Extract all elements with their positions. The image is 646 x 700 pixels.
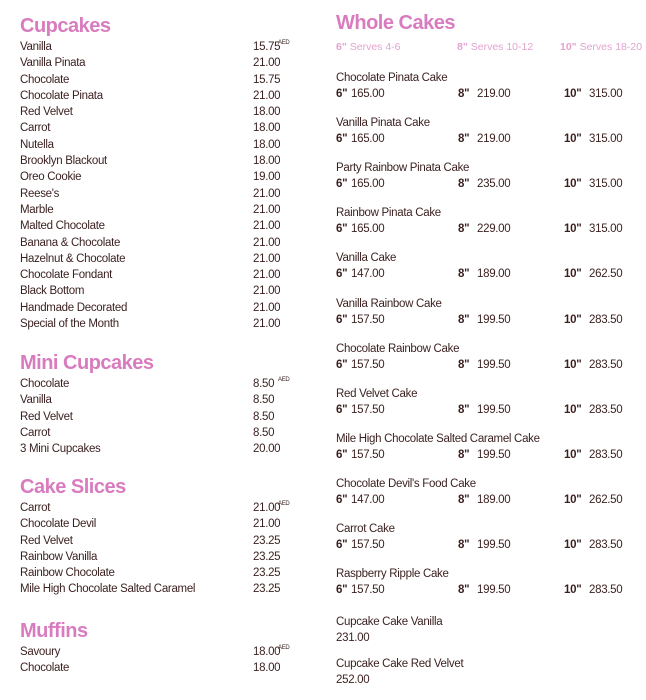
price-6: 157.50 xyxy=(351,539,385,551)
size-10-label: 10" xyxy=(564,403,582,416)
price-10: 315.00 xyxy=(589,178,623,191)
cake-item xyxy=(336,614,636,646)
cake-item xyxy=(336,341,636,373)
muffins-list xyxy=(20,644,290,677)
menu-item xyxy=(20,283,290,299)
section-title-whole-cakes: Whole Cakes xyxy=(336,12,455,34)
menu-item xyxy=(20,104,290,120)
cake-name: Vanilla Cake xyxy=(336,252,397,265)
cake-name: Vanilla Rainbow Cake xyxy=(336,297,442,310)
price-10: 262.50 xyxy=(589,493,623,506)
menu-item xyxy=(20,72,290,88)
item-name: Chocolate xyxy=(20,378,70,390)
item-name: Red Velvet xyxy=(20,534,73,547)
item-name: Malted Chocolate xyxy=(20,220,105,233)
cake-item xyxy=(336,115,636,147)
price-8: 199.50 xyxy=(477,539,511,551)
item-name: 3 Mini Cupcakes xyxy=(20,443,101,456)
item-price: 18.00 xyxy=(253,122,281,135)
size-6-label: 6" xyxy=(336,584,348,597)
price-10: 283.50 xyxy=(589,358,623,371)
menu-item xyxy=(20,409,290,425)
item-price: 23.25 xyxy=(253,534,281,547)
price-10: 283.50 xyxy=(589,313,623,326)
price-6: 147.00 xyxy=(351,493,385,506)
price-10: 315.00 xyxy=(589,223,623,236)
cake-name: Rainbow Pinata Cake xyxy=(336,207,441,220)
size-6-label: 6" xyxy=(336,448,348,461)
menu-item xyxy=(20,300,290,316)
item-price: 19.00 xyxy=(253,171,281,184)
cake-name: Cupcake Cake Vanilla xyxy=(336,616,443,628)
section-title-cake-slices: Cake Slices xyxy=(20,476,126,498)
price-8: 199.50 xyxy=(477,584,511,597)
cake-prices xyxy=(336,447,636,463)
price-6: 165.00 xyxy=(351,223,385,236)
cupcakes-section xyxy=(20,14,290,332)
size-header-6: 6" Serves 4-6 xyxy=(336,41,401,53)
section-title-cupcakes: Cupcakes xyxy=(20,15,111,37)
item-price: 18.00 xyxy=(253,662,281,675)
item-name: Chocolate xyxy=(20,662,70,675)
size-8-label: 8" xyxy=(458,358,470,371)
size-6-label: 6" xyxy=(336,313,348,326)
item-price: 8.50 xyxy=(253,426,275,439)
cake-name: Vanilla Pinata Cake xyxy=(336,117,430,130)
item-name: Black Bottom xyxy=(20,285,85,298)
cake-name: Chocolate Pinata Cake xyxy=(336,72,448,84)
size-10-label: 10" xyxy=(564,223,582,236)
cake-prices xyxy=(336,176,636,192)
currency-note: AED xyxy=(278,501,290,507)
item-price: 23.25 xyxy=(253,567,281,580)
cake-slices-list xyxy=(20,500,290,598)
menu-item xyxy=(20,644,290,660)
item-price: 21.00 xyxy=(253,89,281,102)
item-name: Vanilla Pinata xyxy=(20,57,86,70)
item-price: 21.00 xyxy=(253,187,281,200)
cake-item xyxy=(336,521,636,553)
item-price: 15.75 xyxy=(253,73,281,86)
cake-prices xyxy=(336,537,636,553)
price-6: 157.50 xyxy=(351,403,385,416)
size-6-label: 6" xyxy=(336,493,348,506)
size-8-label: 8" xyxy=(458,584,470,597)
menu-item xyxy=(20,251,290,267)
size-10-label: 10" xyxy=(564,178,582,191)
item-name: Chocolate Devil xyxy=(20,518,97,531)
size-6-label: 6" xyxy=(336,88,348,100)
cake-price: 252.00 xyxy=(336,674,370,686)
size-8-label: 8" xyxy=(458,178,470,191)
item-price: 21.00 xyxy=(253,502,281,514)
item-price: 21.00 xyxy=(253,203,281,216)
size-8-label: 8" xyxy=(458,403,470,416)
size-10-label: 10" xyxy=(564,133,582,146)
size-10-label: 10" xyxy=(564,88,582,100)
size-10-label: 10" xyxy=(564,584,582,597)
item-price: 15.75 xyxy=(253,41,281,53)
cake-price: 231.00 xyxy=(336,632,370,644)
item-name: Chocolate xyxy=(20,73,70,86)
price-6: 165.00 xyxy=(351,178,385,191)
section-title-muffins: Muffins xyxy=(20,620,88,642)
menu-item xyxy=(20,516,290,532)
item-name: Marble xyxy=(20,203,54,216)
item-price: 18.00 xyxy=(253,646,281,658)
cake-prices xyxy=(336,266,636,282)
item-price: 21.00 xyxy=(253,220,281,233)
item-price: 8.50 xyxy=(253,394,275,407)
menu-item xyxy=(20,137,290,153)
cake-name: Cupcake Cake Red Velvet xyxy=(336,658,464,670)
item-price: 21.00 xyxy=(253,285,281,298)
cake-prices xyxy=(336,312,636,328)
menu-item xyxy=(20,500,290,516)
cake-name: Carrot Cake xyxy=(336,523,395,535)
cake-item xyxy=(336,205,636,237)
currency-note: AED xyxy=(278,645,290,651)
price-10: 262.50 xyxy=(589,268,623,281)
item-name: Carrot xyxy=(20,502,51,514)
price-8: 199.50 xyxy=(477,448,511,461)
item-name: Rainbow Chocolate xyxy=(20,567,115,580)
menu-item xyxy=(20,235,290,251)
size-6-label: 6" xyxy=(336,268,348,281)
size-6-label: 6" xyxy=(336,403,348,416)
size-10-label: 10" xyxy=(564,268,582,281)
item-name: Vanilla xyxy=(20,394,52,407)
price-6: 157.50 xyxy=(351,584,385,597)
size-10-label: 10" xyxy=(564,493,582,506)
item-price: 18.00 xyxy=(253,106,281,119)
item-price: 21.00 xyxy=(253,252,281,265)
item-price: 21.00 xyxy=(253,318,281,331)
cake-name: Party Rainbow Pinata Cake xyxy=(336,162,470,175)
section-title-mini-cupcakes: Mini Cupcakes xyxy=(20,352,154,374)
item-name: Brooklyn Blackout xyxy=(20,155,107,168)
price-8: 219.00 xyxy=(477,88,511,100)
menu-item xyxy=(20,660,290,676)
item-price: 23.25 xyxy=(253,550,281,563)
price-8: 219.00 xyxy=(477,133,511,146)
item-price: 21.00 xyxy=(253,269,281,282)
cake-prices xyxy=(336,86,636,102)
cake-prices xyxy=(336,582,636,598)
price-8: 199.50 xyxy=(477,358,511,371)
menu-item xyxy=(20,425,290,441)
price-6: 157.50 xyxy=(351,313,385,326)
menu-item xyxy=(20,267,290,283)
muffins-section xyxy=(20,619,290,677)
menu-item xyxy=(20,392,290,408)
cake-item xyxy=(336,431,636,463)
menu-item xyxy=(20,316,290,332)
cake-item xyxy=(336,656,636,688)
mini-cupcakes-list xyxy=(20,376,290,457)
size-8-label: 8" xyxy=(458,268,470,281)
item-name: Handmade Decorated xyxy=(20,301,128,314)
item-name: Nutella xyxy=(20,138,54,151)
price-8: 189.00 xyxy=(477,493,511,506)
size-10-label: 10" xyxy=(564,448,582,461)
size-8-label: 8" xyxy=(458,313,470,326)
item-name: Red Velvet xyxy=(20,106,73,119)
cake-item xyxy=(336,160,636,192)
menu-item xyxy=(20,202,290,218)
price-10: 283.50 xyxy=(589,539,623,551)
price-10: 283.50 xyxy=(589,448,623,461)
cake-name: Chocolate Rainbow Cake xyxy=(336,342,460,355)
menu-item xyxy=(20,169,290,185)
price-8: 229.00 xyxy=(477,223,511,236)
cake-item xyxy=(336,250,636,282)
item-price: 21.00 xyxy=(253,236,281,249)
menu-item xyxy=(20,186,290,202)
cake-slices-section xyxy=(20,475,290,598)
size-10-label: 10" xyxy=(564,539,582,551)
price-8: 199.50 xyxy=(477,313,511,326)
menu-item xyxy=(20,218,290,234)
item-name: Mile High Chocolate Salted Caramel xyxy=(20,583,196,596)
item-name: Oreo Cookie xyxy=(20,171,82,184)
item-price: 23.25 xyxy=(253,583,281,596)
item-price: 21.00 xyxy=(253,301,281,314)
item-name: Reese's xyxy=(20,187,60,200)
price-6: 157.50 xyxy=(351,448,385,461)
menu-item xyxy=(20,120,290,136)
currency-note: AED xyxy=(278,377,290,383)
item-price: 18.00 xyxy=(253,138,281,151)
size-8-label: 8" xyxy=(458,88,470,100)
menu-item xyxy=(20,39,290,55)
cake-name: Raspberry Ripple Cake xyxy=(336,568,449,581)
cake-prices xyxy=(336,402,636,418)
cake-item xyxy=(336,70,636,102)
cake-prices xyxy=(336,221,636,237)
cake-item xyxy=(336,566,636,598)
size-10-label: 10" xyxy=(564,358,582,371)
price-10: 315.00 xyxy=(589,88,623,100)
size-10-label: 10" xyxy=(564,313,582,326)
size-6-label: 6" xyxy=(336,133,348,146)
cake-name: Mile High Chocolate Salted Caramel Cake xyxy=(336,432,540,445)
size-6-label: 6" xyxy=(336,539,348,551)
menu-item xyxy=(20,55,290,71)
item-name: Hazelnut & Chocolate xyxy=(20,252,126,265)
price-6: 157.50 xyxy=(351,358,385,371)
mini-cupcakes-section xyxy=(20,351,290,457)
price-6: 165.00 xyxy=(351,133,385,146)
cake-item xyxy=(336,296,636,328)
price-10: 283.50 xyxy=(589,403,623,416)
item-name: Rainbow Vanilla xyxy=(20,550,98,563)
size-header-10: 10" Serves 18-20 xyxy=(560,41,643,53)
item-price: 20.00 xyxy=(253,443,281,456)
size-8-label: 8" xyxy=(458,493,470,506)
price-10: 315.00 xyxy=(589,133,623,146)
item-price: 8.50 xyxy=(253,378,275,390)
menu-item xyxy=(20,565,290,581)
price-6: 147.00 xyxy=(351,268,385,281)
item-name: Carrot xyxy=(20,122,51,135)
size-6-label: 6" xyxy=(336,178,348,191)
cake-item xyxy=(336,386,636,418)
menu-item xyxy=(20,549,290,565)
cake-name: Red Velvet Cake xyxy=(336,387,418,400)
price-8: 199.50 xyxy=(477,403,511,416)
menu-item xyxy=(20,581,290,597)
cake-name: Chocolate Devil's Food Cake xyxy=(336,477,476,490)
item-price: 21.00 xyxy=(253,57,281,70)
currency-note: AED xyxy=(278,40,290,46)
size-6-label: 6" xyxy=(336,358,348,371)
menu-item xyxy=(20,88,290,104)
size-8-label: 8" xyxy=(458,539,470,551)
size-8-label: 8" xyxy=(458,223,470,236)
item-price: 21.00 xyxy=(253,518,281,531)
size-8-label: 8" xyxy=(458,133,470,146)
item-price: 8.50 xyxy=(253,410,275,423)
item-name: Carrot xyxy=(20,426,51,439)
item-name: Banana & Chocolate xyxy=(20,236,121,249)
cake-prices xyxy=(336,357,636,373)
item-name: Special of the Month xyxy=(20,318,119,331)
cake-sizes-header xyxy=(336,41,643,55)
menu-item xyxy=(20,533,290,549)
menu-item xyxy=(20,153,290,169)
item-name: Red Velvet xyxy=(20,410,73,423)
cake-prices xyxy=(336,131,636,147)
size-header-8: 8" Serves 10-12 xyxy=(457,41,534,53)
item-name: Vanilla xyxy=(20,41,52,53)
cake-item xyxy=(336,476,636,508)
menu-item xyxy=(20,441,290,457)
item-name: Chocolate Fondant xyxy=(20,269,113,282)
price-8: 235.00 xyxy=(477,178,511,191)
price-8: 189.00 xyxy=(477,268,511,281)
menu-item xyxy=(20,376,290,392)
size-8-label: 8" xyxy=(458,448,470,461)
price-6: 165.00 xyxy=(351,88,385,100)
size-6-label: 6" xyxy=(336,223,348,236)
cupcakes-list xyxy=(20,39,290,332)
item-price: 18.00 xyxy=(253,155,281,168)
item-name: Savoury xyxy=(20,646,61,658)
cake-prices xyxy=(336,492,636,508)
price-10: 283.50 xyxy=(589,584,623,597)
item-name: Chocolate Pinata xyxy=(20,89,103,102)
